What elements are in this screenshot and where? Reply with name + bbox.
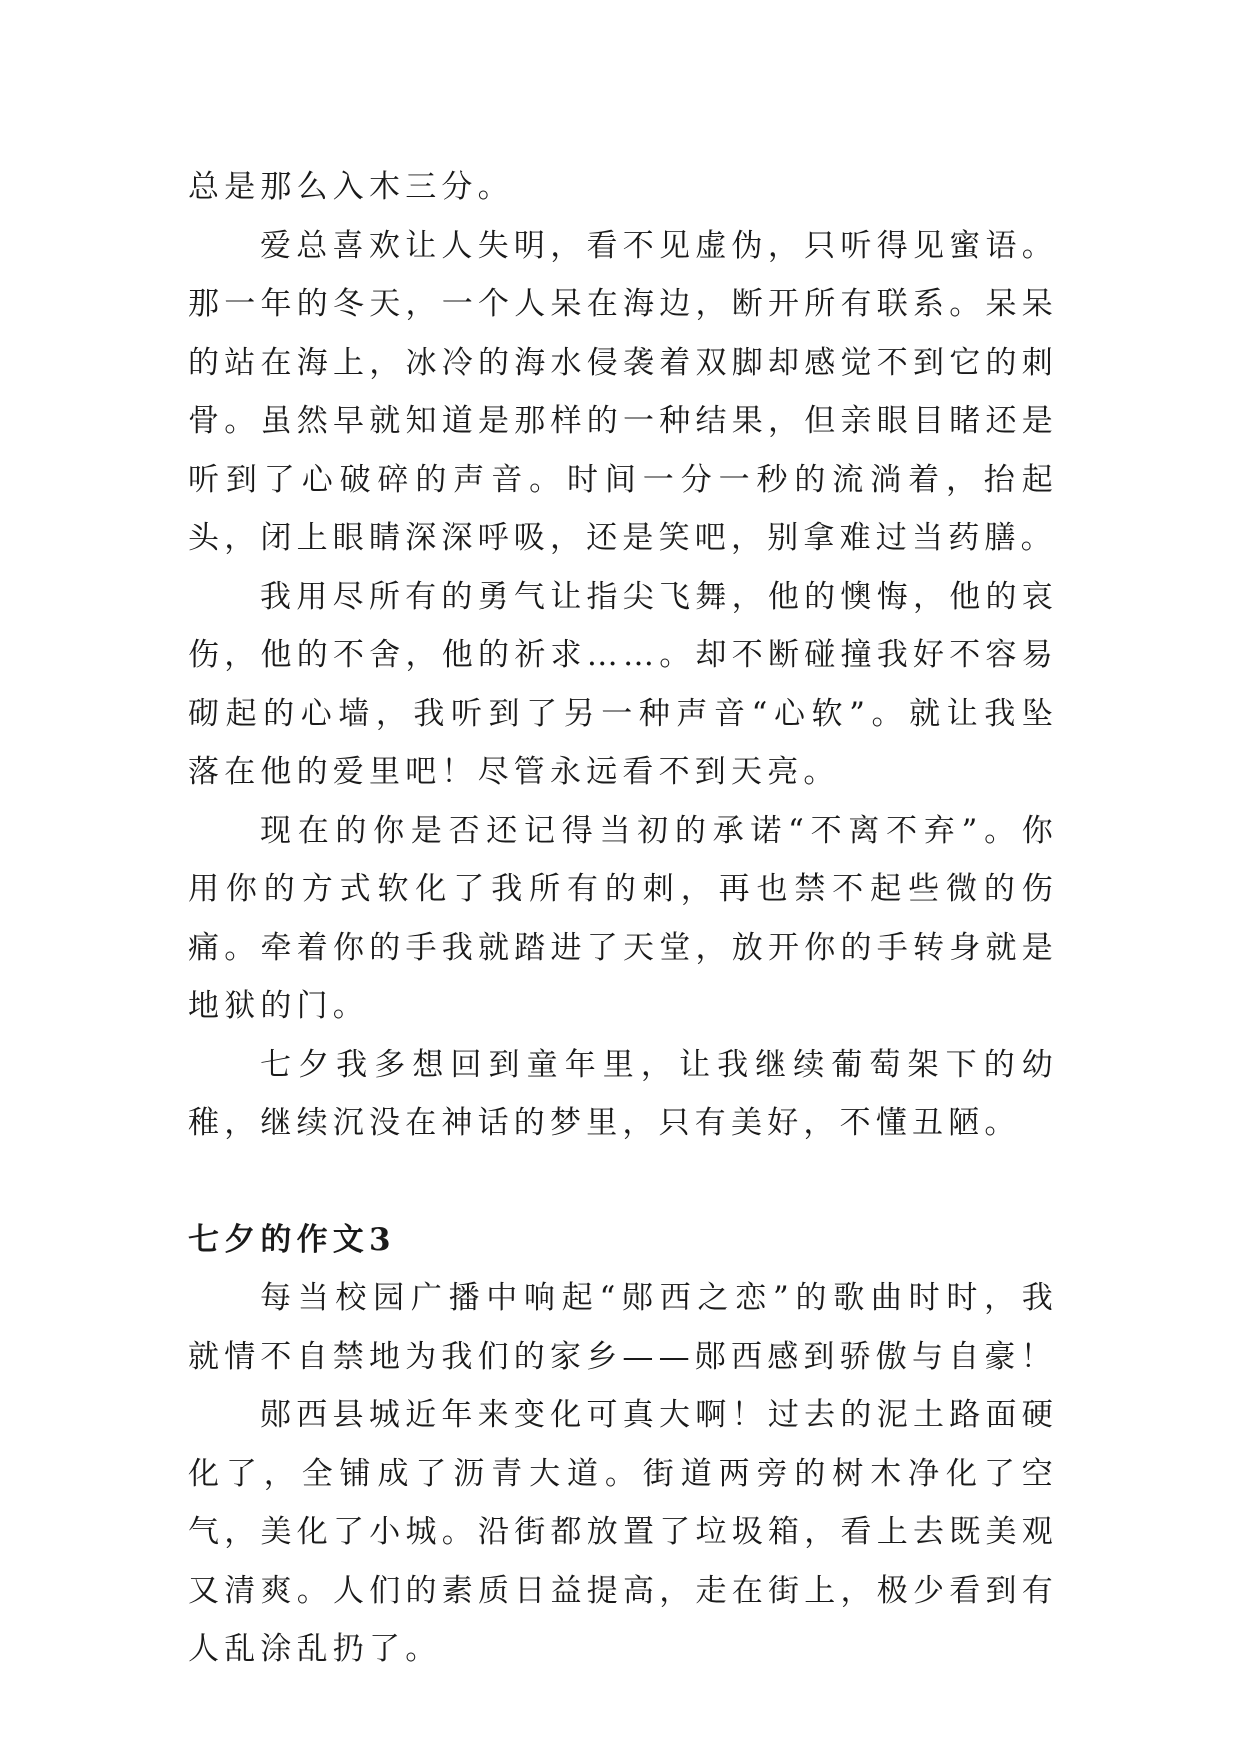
paragraph: 我用尽所有的勇气让指尖飞舞，他的懊悔，他的哀伤，他的不舍，他的祈求……。却不断碰撞我好不容易砌起的心墙，我听到了另一种声音“心软”。就让我坠落在他的爱里吧！尽管永远看不到天亮。 — [188, 578, 1058, 790]
section-title: 七夕的作文3 — [188, 1221, 396, 1258]
document-page — [188, 158, 1058, 1679]
paragraph: 每当校园广播中响起“郧西之恋”的歌曲时时，我就情不自禁地为我们的家乡——郧西感到骄傲与自豪！ — [188, 1280, 1058, 1375]
paragraph: 现在的你是否还记得当初的承诺“不离不弃”。你用你的方式软化了我所有的刺，再也禁不起些微的伤痛。牵着你的手我就踏进了天堂，放开你的手转身就是地狱的门。 — [188, 812, 1058, 1024]
paragraph: 爱总喜欢让人失明，看不见虚伪，只听得见蜜语。那一年的冬天，一个人呆在海边，断开所有联系。呆呆的站在海上，冰冷的海水侵袭着双脚却感觉不到它的刺骨。虽然早就知道是那样的一种结果，但亲眼目睹还是听到了心破碎的声音。时间一分一秒的流淌着，抬起头，闭上眼睛深深呼吸，还是笑吧，别拿难过当药膳。 — [188, 227, 1058, 556]
paragraph: 七夕我多想回到童年里，让我继续葡萄架下的幼稚，继续沉没在神话的梦里，只有美好，不懂丑陋。 — [188, 1046, 1058, 1141]
section-gap — [188, 1153, 1058, 1211]
paragraph: 郧西县城近年来变化可真大啊！过去的泥土路面硬化了，全铺成了沥青大道。街道两旁的树木净化了空气，美化了小城。沿街都放置了垃圾箱，看上去既美观又清爽。人们的素质日益提高，走在街上，极少看到有人乱涂乱扔了。 — [188, 1397, 1058, 1667]
paragraph-continuation: 总是那么入木三分。 — [188, 169, 514, 205]
